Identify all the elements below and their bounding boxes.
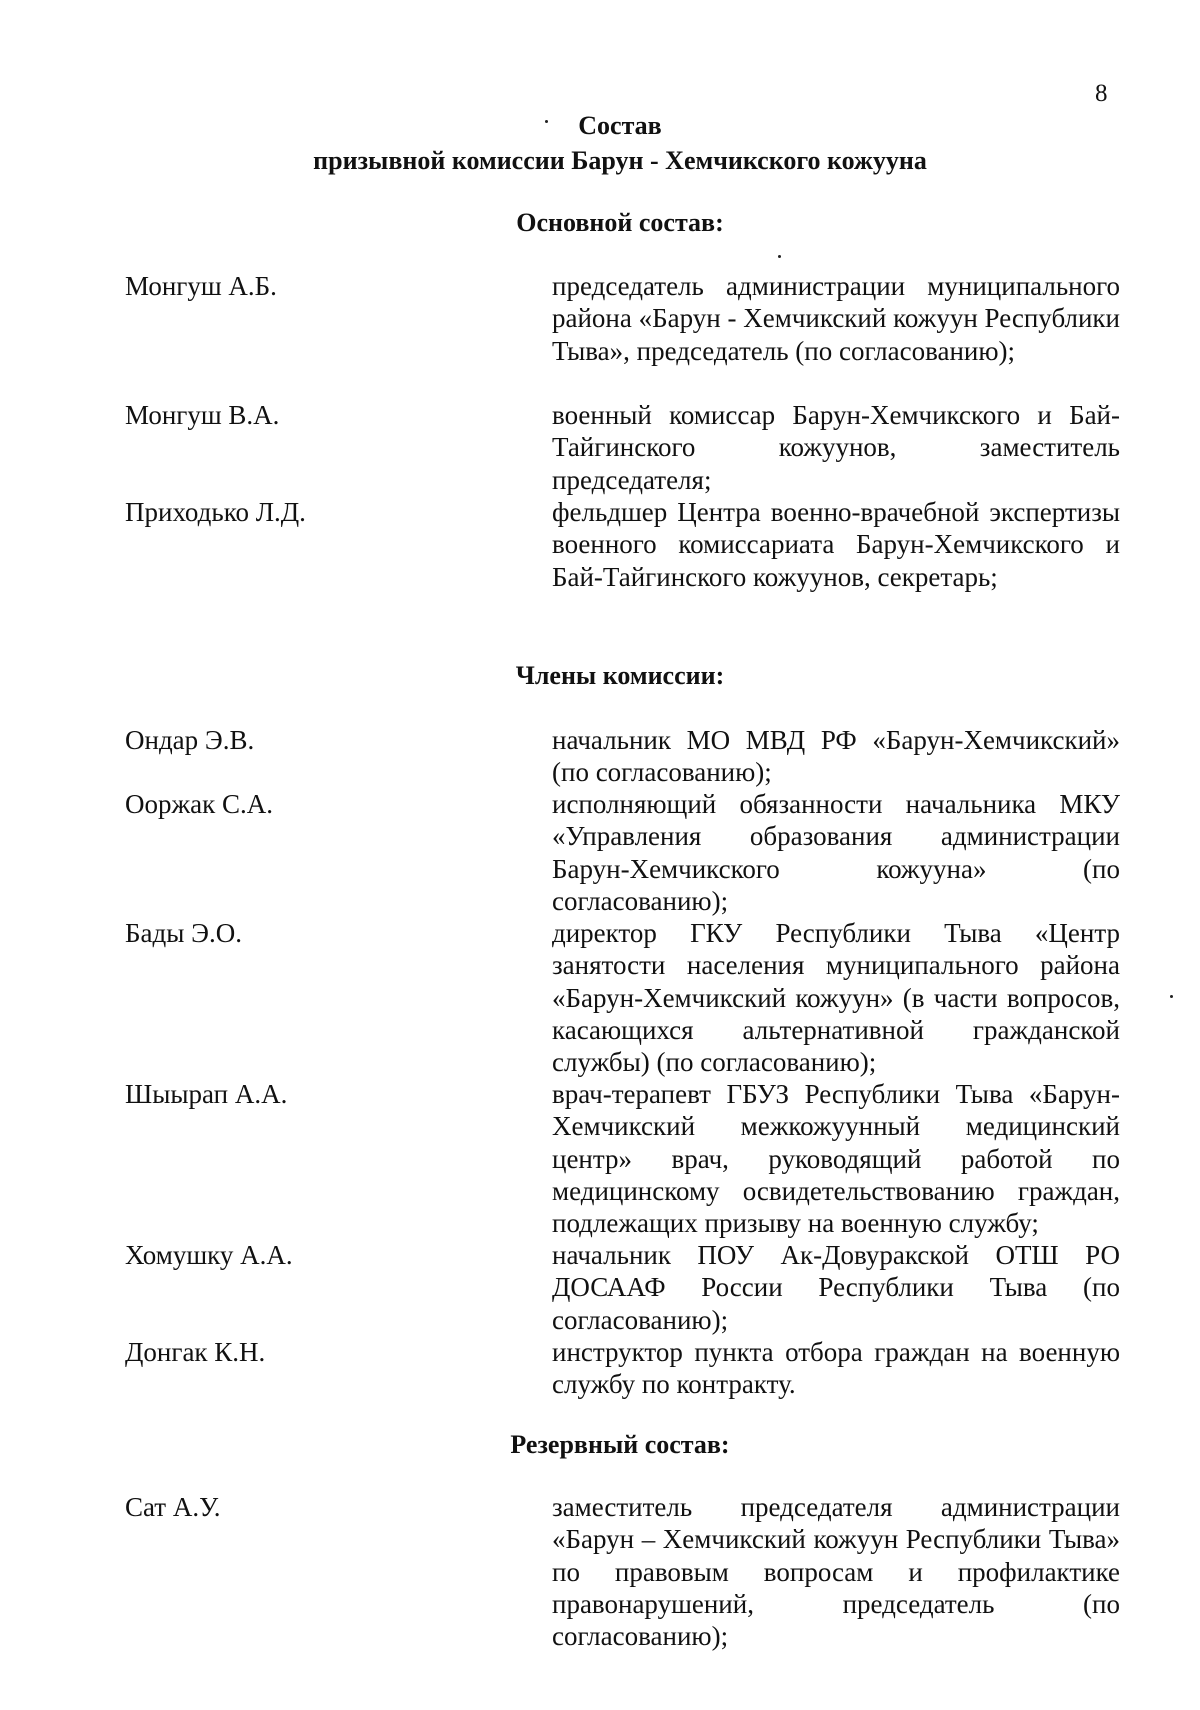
section-heading-members: Члены комиссии:: [515, 661, 725, 690]
member-role: военный комиссар Барун-Хемчикского и Бай-Тайгинского кожуунов, заместитель председателя;: [552, 400, 1120, 495]
scan-speck: [1170, 995, 1173, 998]
member-role: председатель администрации муниципального района «Барун - Хемчикский кожуун Республики Тыва», председатель (по согласованию);: [552, 271, 1120, 366]
member-name: Бады Э.О.: [125, 918, 242, 948]
member-name: Ооржак С.А.: [125, 789, 274, 819]
scan-speck: [778, 255, 781, 258]
member-role: инструктор пункта отбора граждан на военную службу по контракту.: [552, 1337, 1120, 1400]
page-number: 8: [1095, 80, 1108, 107]
title-line-1: Состав: [578, 111, 662, 140]
member-name: Шыырап А.А.: [125, 1079, 288, 1109]
member-name: Ондар Э.В.: [125, 725, 255, 755]
section-heading-reserve: Резервный состав:: [510, 1430, 730, 1459]
document-title: [0, 108, 1200, 178]
member-role: фельдшер Центра военно-врачебной экспертизы военного комиссариата Барун-Хемчикского и Бай-Тайгинского кожуунов, секретарь;: [552, 497, 1120, 592]
member-role: директор ГКУ Республики Тыва «Центр занятости населения муниципального района «Барун-Хемчикский кожуун» (в части вопросов, касающихся альтернативной гражданской службы) (по согласованию);: [552, 918, 1120, 1078]
member-name: Приходько Л.Д.: [125, 497, 306, 527]
section-heading-main: Основной состав:: [516, 208, 724, 237]
member-role: исполняющий обязанности начальника МКУ «Управления образования администрации Барун-Хемчикского кожууна» (по согласованию);: [552, 789, 1120, 916]
title-line-2: призывной комиссии Барун - Хемчикского кожууна: [313, 146, 927, 175]
member-role: врач-терапевт ГБУЗ Республики Тыва «Барун-Хемчикский межкожуунный медицинский центр» врач, руководящий работой по медицинскому освидетельствованию граждан, подлежащих призыву на военную службу;: [552, 1079, 1120, 1239]
member-role: начальник МО МВД РФ «Барун-Хемчикский» (по согласованию);: [552, 725, 1120, 788]
member-role: начальник ПОУ Ак-Довуракской ОТШ РО ДОСААФ России Республики Тыва (по согласованию);: [552, 1240, 1120, 1335]
member-role: заместитель председателя администрации «Барун – Хемчикский кожуун Республики Тыва» по правовым вопросам и профилактике правонарушений, председатель (по согласованию);: [552, 1492, 1120, 1652]
member-name: Хомушку А.А.: [125, 1240, 293, 1270]
member-name: Сат А.У.: [125, 1492, 221, 1522]
member-name: Монгуш В.А.: [125, 400, 280, 430]
member-name: Донгак К.Н.: [125, 1337, 266, 1367]
member-name: Монгуш А.Б.: [125, 271, 277, 301]
